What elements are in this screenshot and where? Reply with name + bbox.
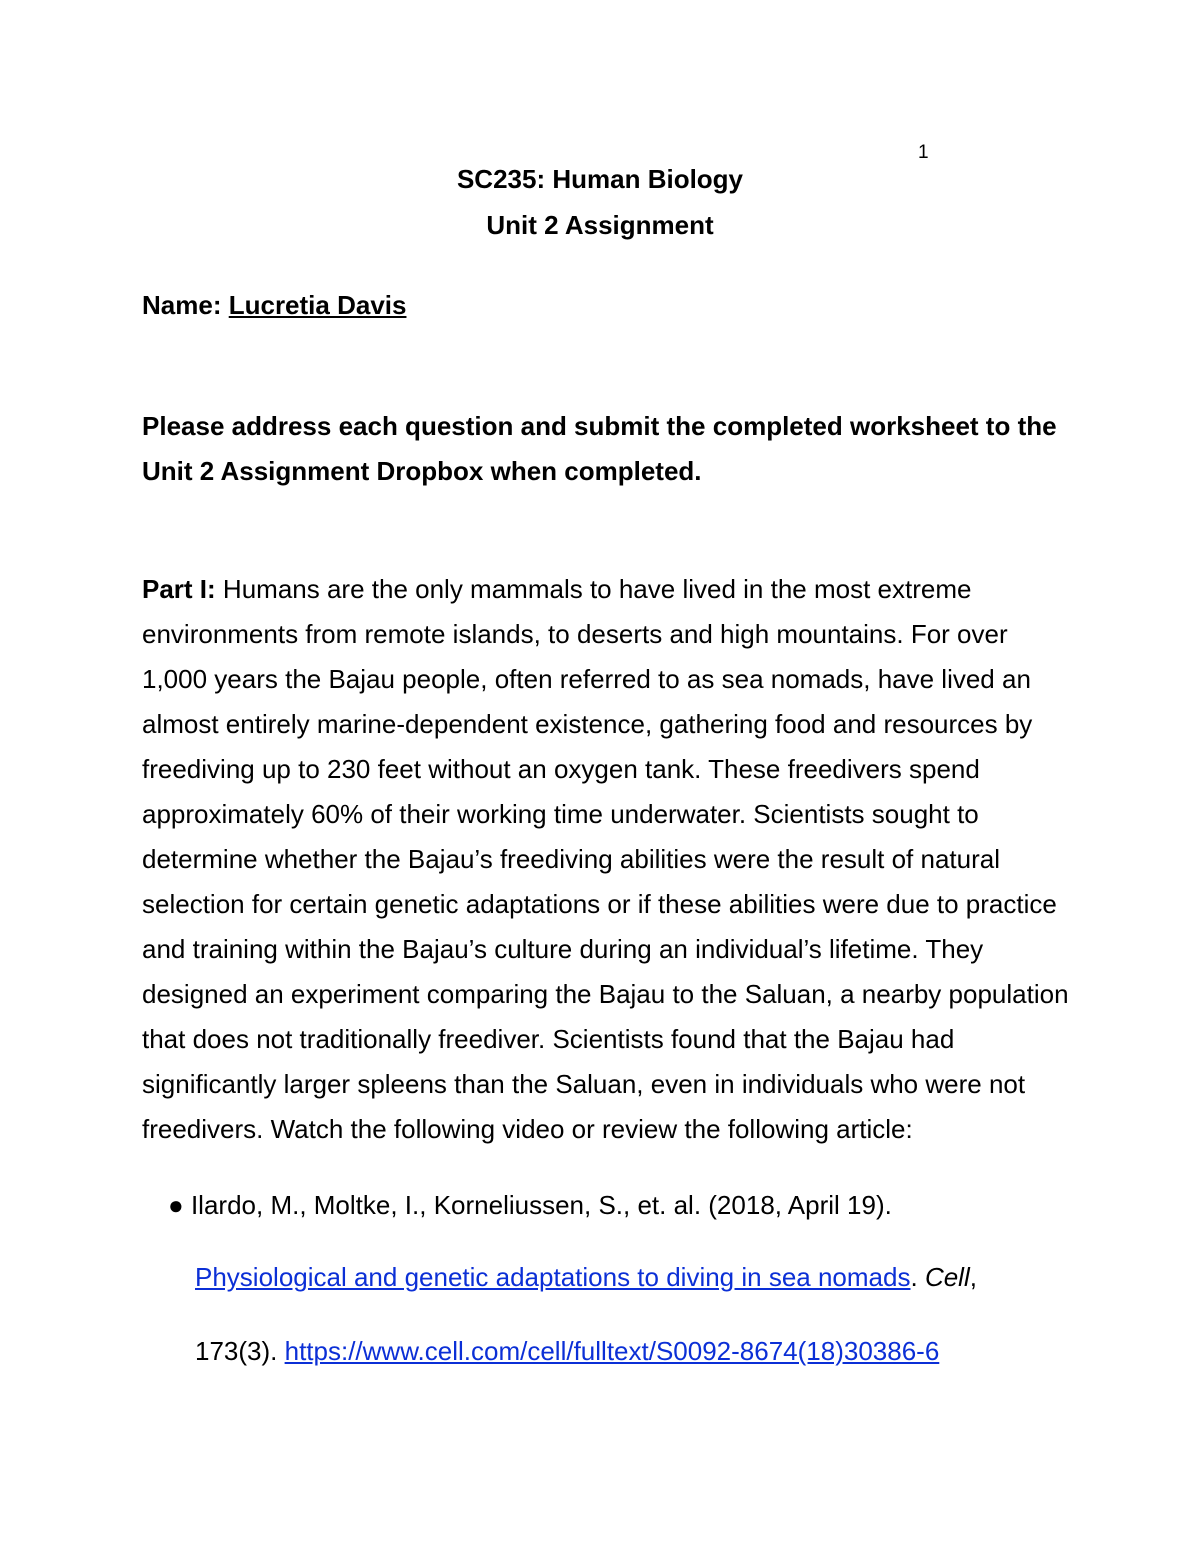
part-1-label: Part I:	[142, 574, 216, 604]
document-subtitle: Unit 2 Assignment	[486, 210, 714, 240]
citation-authors-line	[168, 1190, 892, 1221]
document-title: SC235: Human Biology	[456, 164, 744, 194]
citation-title-line	[195, 1262, 977, 1293]
student-name: Lucretia Davis	[228, 290, 407, 320]
citation-separator: .	[910, 1262, 925, 1292]
instructions: Please address each question and submit the completed worksheet to the Unit 2 Assignment Dropbox when completed.	[142, 411, 1057, 486]
journal-comma: ,	[969, 1262, 977, 1292]
journal-name: Cell	[924, 1262, 970, 1292]
bullet-icon: ●	[168, 1190, 184, 1220]
citation-volume: 173(3).	[195, 1336, 285, 1366]
citation-authors: Ilardo, M., Moltke, I., Korneliussen, S., et. al. (2018, April 19).	[190, 1190, 892, 1220]
page-number: 1	[918, 142, 929, 163]
citation-url-line	[195, 1336, 939, 1367]
article-url-link[interactable]: https://www.cell.com/cell/fulltext/S0092-8674(18)30386-6	[284, 1336, 940, 1366]
part-1-paragraph	[142, 567, 1072, 1152]
name-label: Name:	[142, 290, 222, 320]
part-1-text: Humans are the only mammals to have lived in the most extreme environments from remote islands, to deserts and high mountains. For over 1,000 years the Bajau people, often referred to as sea nomads, have lived an almost entirely marine-dependent existence, gathering food and resources by freediving up to 230 feet without an oxygen tank. These freedivers spend approximately 60% of their working time underwater. Scientists sought to determine whether the Bajau’s freediving abilities were the result of natural selection for certain genetic adaptations or if these abilities were due to practice and training within the Bajau’s culture during an individual’s lifetime. They designed an experiment comparing the Bajau to the Saluan, a nearby population that does not traditionally freediver. Scientists found that the Bajau had significantly larger spleens than the Saluan, even in individuals who were not freedivers. Watch the following video or review the following article:	[142, 574, 1069, 1144]
name-line	[142, 290, 406, 321]
article-title-link[interactable]: Physiological and genetic adaptations to diving in sea nomads	[195, 1262, 911, 1292]
